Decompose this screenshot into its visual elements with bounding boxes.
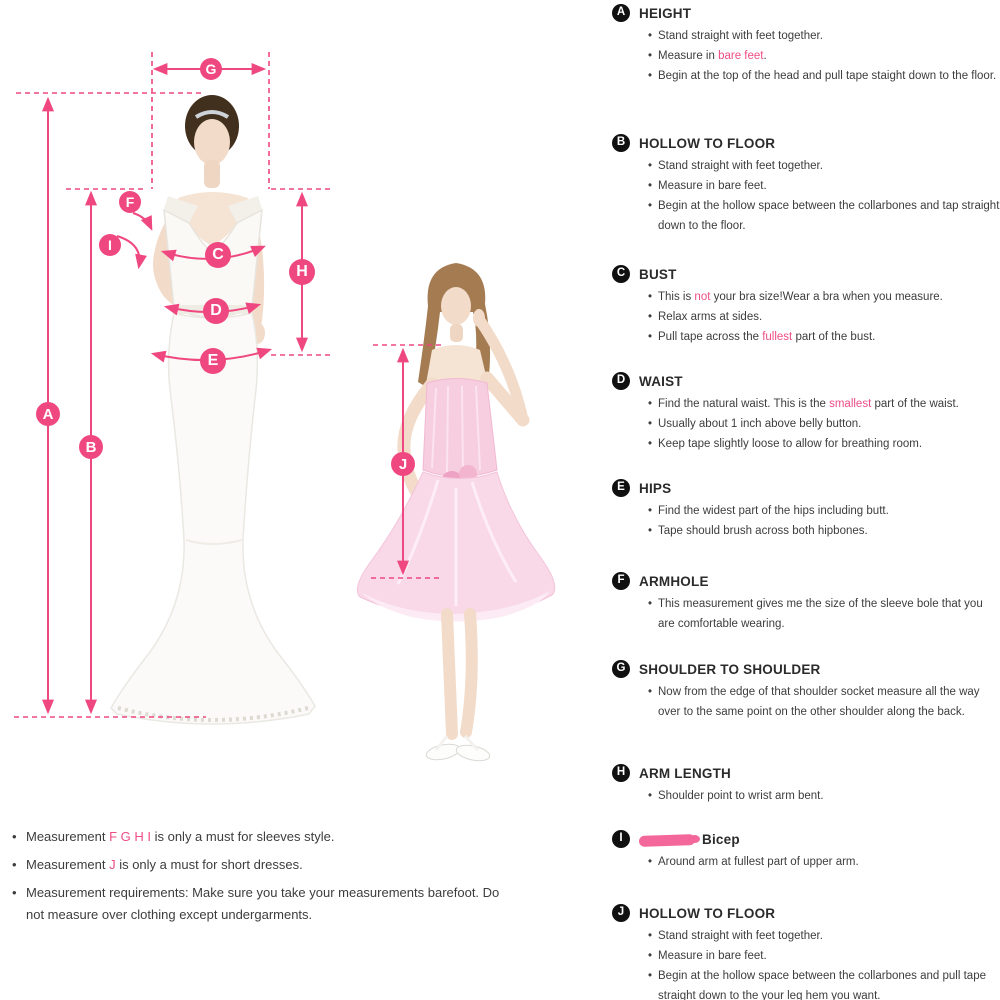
bullet-text (658, 946, 1000, 966)
text-segment: is only a must for sleeves style. (150, 829, 335, 844)
bullet-item (648, 946, 1000, 966)
highlighted-text: smallest (829, 398, 872, 410)
letter-badge-d: D (612, 372, 630, 390)
bullet-list (612, 926, 1000, 1000)
figure-marker-i: I (99, 234, 121, 256)
letter-badge-a: A (612, 4, 630, 22)
text-segment: Now from the edge of that shoulder socket measure all the way over to the same point on the other shoulder along the back. (658, 686, 980, 718)
section-title-text: WAIST (639, 373, 683, 389)
bullet-text (658, 307, 1000, 327)
bullet-text (658, 156, 1000, 176)
text-segment: your bra size!Wear a bra when you measure. (710, 291, 943, 303)
bullet-item (648, 434, 1000, 454)
bullet-dot: • (648, 160, 653, 172)
section-title (639, 574, 709, 589)
text-segment: Begin at the hollow space between the collarbones and tap straight down to the floor. (658, 200, 1000, 232)
text-segment: Measurement (26, 829, 110, 844)
section-title (639, 267, 677, 282)
text-segment: Around arm at fullest part of upper arm. (658, 856, 859, 868)
bullet-dot: • (648, 790, 653, 802)
text-segment: Begin at the top of the head and pull tape staight down to the floor. (658, 70, 997, 82)
bullet-list (612, 287, 1000, 347)
bullet-list (612, 852, 1000, 872)
bullet-item (648, 287, 1000, 307)
letter-badge-h: H (612, 764, 630, 782)
section-heading (612, 4, 1000, 22)
text-segment: Measurement (26, 857, 110, 872)
bullet-text (658, 46, 1000, 66)
bullet-text (658, 594, 1000, 634)
text-segment: Tape should brush across both hipbones. (658, 525, 868, 537)
highlighted-text: fullest (762, 331, 793, 343)
section-title-text: BUST (639, 266, 677, 282)
instruction-section-i (612, 830, 1000, 872)
bullet-dot: • (648, 505, 653, 517)
instruction-list (612, 0, 1000, 1000)
section-title-text: HIPS (639, 480, 672, 496)
section-title-text: ARM LENGTH (639, 765, 731, 781)
note-text (26, 854, 504, 876)
text-segment: Begin at the hollow space between the collarbones and pull tape straight down to the your leg hem you want. (658, 970, 986, 1000)
note-item (12, 854, 504, 876)
instruction-section-e (612, 479, 1000, 541)
figure-marker-a: A (36, 402, 60, 426)
bullet-text (658, 852, 1000, 872)
section-title (639, 6, 691, 21)
section-title-text: HOLLOW TO FLOOR (639, 905, 776, 921)
bullet-list (612, 501, 1000, 541)
bullet-text (658, 394, 1000, 414)
bullet-item (648, 926, 1000, 946)
section-heading (612, 265, 1000, 283)
note-item (12, 826, 504, 848)
bullet-item (648, 501, 1000, 521)
text-segment: . (763, 50, 767, 62)
instruction-section-h (612, 764, 1000, 806)
text-segment: Stand straight with feet together. (658, 160, 823, 172)
note-bullet-dot: • (12, 857, 17, 872)
bullet-text (658, 414, 1000, 434)
bullet-item (648, 26, 1000, 46)
measurement-notes (12, 826, 504, 932)
text-segment: part of the waist. (871, 398, 959, 410)
bullet-item (648, 327, 1000, 347)
section-title-text: SHOULDER TO SHOULDER (639, 661, 821, 677)
letter-badge-e: E (612, 479, 630, 497)
bullet-item (648, 156, 1000, 176)
bullet-item (648, 414, 1000, 434)
letter-badge-g: G (612, 660, 630, 678)
text-segment: Stand straight with feet together. (658, 930, 823, 942)
note-bullet-dot: • (12, 885, 17, 900)
bullet-dot: • (648, 30, 653, 42)
bullet-text (658, 327, 1000, 347)
section-heading (612, 479, 1000, 497)
bullet-list (612, 594, 1000, 634)
instruction-section-d (612, 372, 1000, 454)
bullet-text (658, 521, 1000, 541)
bullet-item (648, 176, 1000, 196)
text-segment: Measure in (658, 50, 719, 62)
figure-marker-f: F (119, 191, 141, 213)
highlighted-text: bare feet (718, 50, 764, 62)
bullet-dot: • (648, 856, 653, 868)
bullet-item (648, 196, 1000, 236)
section-heading (612, 134, 1000, 152)
bullet-text (658, 26, 1000, 46)
bullet-text (658, 786, 1000, 806)
instruction-section-j (612, 904, 1000, 1000)
bullet-dot: • (648, 331, 653, 343)
text-segment: Measure in bare feet. (658, 950, 767, 962)
section-heading (612, 764, 1000, 782)
note-item (12, 882, 504, 926)
instruction-section-c (612, 265, 1000, 347)
pink-scribble (639, 834, 695, 847)
bullet-list (612, 682, 1000, 722)
text-segment: Find the widest part of the hips including butt. (658, 505, 889, 517)
bullet-dot: • (648, 970, 653, 982)
letter-badge-b: B (612, 134, 630, 152)
text-segment: Shoulder point to wrist arm bent. (658, 790, 824, 802)
section-heading (612, 660, 1000, 678)
pink-dress-figure-illustration (357, 263, 554, 763)
figure-marker-e: E (200, 348, 226, 374)
section-heading (612, 572, 1000, 590)
section-title-text: ARMHOLE (639, 573, 709, 589)
bullet-text (658, 682, 1000, 722)
section-title (639, 662, 821, 677)
text-segment: Find the natural waist. This is the (658, 398, 830, 410)
letter-badge-f: F (612, 572, 630, 590)
bullet-dot: • (648, 70, 653, 82)
figure-marker-c: C (205, 242, 231, 268)
bullet-text (658, 434, 1000, 454)
highlighted-text: J (109, 857, 116, 872)
bullet-dot: • (648, 398, 653, 410)
bullet-dot: • (648, 438, 653, 450)
bullet-text (658, 287, 1000, 307)
section-title (639, 766, 731, 781)
bullet-text (658, 176, 1000, 196)
bullet-dot: • (648, 180, 653, 192)
bullet-item (648, 594, 1000, 634)
text-segment: This measurement gives me the size of the sleeve bole that you are comfortable wearing. (658, 598, 983, 630)
section-title (639, 832, 740, 847)
bullet-text (658, 196, 1000, 236)
figure-marker-h: H (289, 259, 315, 285)
bullet-text (658, 966, 1000, 1000)
bullet-item (648, 307, 1000, 327)
bullet-dot: • (648, 418, 653, 430)
text-segment: Measurement requirements: Make sure you take your measurements barefoot. Do not measure over clothing except undergarments. (26, 885, 500, 922)
bullet-list (612, 26, 1000, 86)
text-segment: Measure in bare feet. (658, 180, 767, 192)
text-segment: Usually about 1 inch above belly button. (658, 418, 862, 430)
section-heading (612, 904, 1000, 922)
section-title (639, 906, 775, 921)
text-segment: Relax arms at sides. (658, 311, 763, 323)
section-title (639, 136, 775, 151)
bullet-text (658, 501, 1000, 521)
bullet-dot: • (648, 525, 653, 537)
highlighted-text: F G H I (109, 829, 151, 844)
bullet-text (658, 926, 1000, 946)
section-title (639, 481, 671, 496)
section-title-text: HOLLOW TO FLOOR (639, 135, 776, 151)
instruction-section-g (612, 660, 1000, 722)
bullet-list (612, 394, 1000, 454)
text-segment: is only a must for short dresses. (115, 857, 303, 872)
figure-marker-d: D (203, 298, 229, 324)
bullet-dot: • (648, 291, 653, 303)
bullet-item (648, 521, 1000, 541)
bullet-dot: • (648, 200, 653, 212)
text-segment: This is (658, 291, 695, 303)
text-segment: part of the bust. (792, 331, 876, 343)
section-heading (612, 372, 1000, 390)
bullet-item (648, 66, 1000, 86)
text-segment: Keep tape slightly loose to allow for breathing room. (658, 438, 923, 450)
section-title-text: Bicep (702, 831, 740, 847)
letter-badge-i: I (612, 830, 630, 848)
instruction-section-b (612, 134, 1000, 236)
text-segment: Pull tape across the (658, 331, 763, 343)
bullet-list (612, 156, 1000, 236)
instruction-section-f (612, 572, 1000, 634)
highlighted-text: not (694, 291, 711, 303)
note-bullet-dot: • (12, 829, 17, 844)
bullet-text (658, 66, 1000, 86)
section-title-text: HEIGHT (639, 5, 692, 21)
figure-marker-j: J (391, 452, 415, 476)
section-heading (612, 830, 1000, 848)
bullet-dot: • (648, 686, 653, 698)
figure-marker-b: B (79, 435, 103, 459)
bullet-item (648, 682, 1000, 722)
bullet-list (612, 786, 1000, 806)
bullet-dot: • (648, 50, 653, 62)
note-text (26, 826, 504, 848)
bullet-dot: • (648, 311, 653, 323)
bullet-dot: • (648, 950, 653, 962)
bullet-item (648, 394, 1000, 414)
instruction-section-a (612, 4, 1000, 86)
bullet-dot: • (648, 598, 653, 610)
bullet-item (648, 852, 1000, 872)
bullet-item (648, 786, 1000, 806)
bullet-item (648, 966, 1000, 1000)
section-title (639, 374, 683, 389)
bullet-dot: • (648, 930, 653, 942)
text-segment: Stand straight with feet together. (658, 30, 823, 42)
figure-marker-g: G (200, 58, 222, 80)
letter-badge-j: J (612, 904, 630, 922)
bullet-item (648, 46, 1000, 66)
letter-badge-c: C (612, 265, 630, 283)
note-text (26, 882, 504, 926)
